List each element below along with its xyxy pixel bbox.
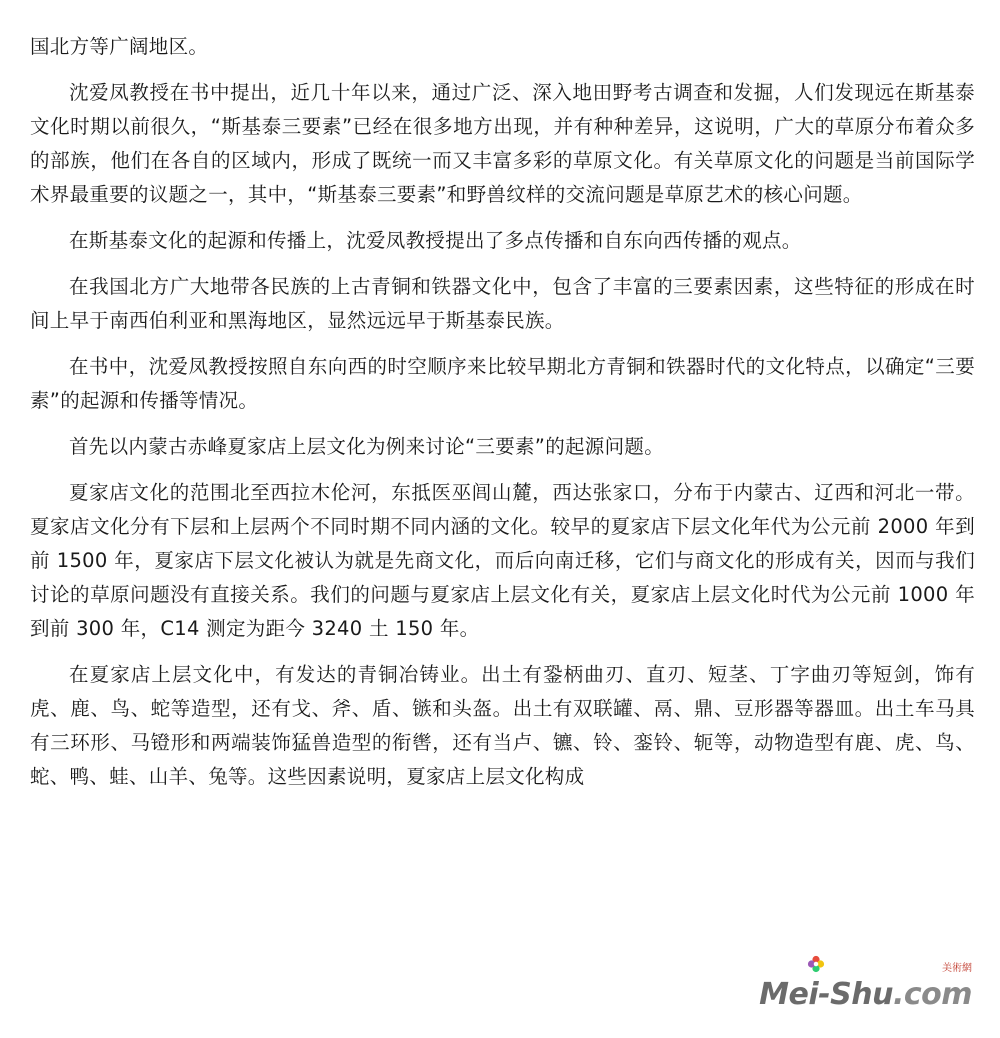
paragraph: 在夏家店上层文化中，有发达的青铜冶铸业。出土有銎柄曲刃、直刃、短茎、丁字曲刃等短剑，饰有虎、鹿、鸟、蛇等造型，还有戈、斧、盾、镞和头盔。出土有双联罐、鬲、鼎、豆形器等器皿。出土车马具有三环形、马镫形和两端装饰猛兽造型的衔辔，还有当卢、镳、铃、銮铃、轭等，动物造型有鹿、虎、鸟、蛇、鸭、蛙、山羊、兔等。这些因素说明，夏家店上层文化构成: [30, 663, 975, 788]
paragraph: 在书中，沈爱凤教授按照自东向西的时空顺序来比较早期北方青铜和铁器时代的文化特点，以确定“三要素”的起源和传播等情况。: [30, 355, 975, 412]
site-watermark: [759, 963, 972, 1012]
watermark-main-text: Mei-Shu: [759, 977, 893, 1012]
paragraph: 在我国北方广大地带各民族的上古青铜和铁器文化中，包含了丰富的三要素因素，这些特征的形成在时间上早于南西伯利亚和黑海地区，显然远远早于斯基泰民族。: [30, 275, 975, 332]
paragraph: 国北方等广阔地区。: [30, 35, 209, 58]
watermark-small-text: 美術網: [942, 963, 972, 974]
flower-logo-icon: [807, 955, 825, 973]
watermark-domain-text: .com: [892, 977, 972, 1012]
article-body: [30, 30, 975, 806]
paragraph: 夏家店文化的范围北至西拉木伦河，东抵医巫闾山麓，西达张家口，分布于内蒙古、辽西和河北一带。夏家店文化分有下层和上层两个不同时期不同内涵的文化。较早的夏家店下层文化年代为公元前 2000 年到前 1500 年，夏家店下层文化被认为就是先商文化，而后向南迁移，它们与商文化的形成有关，因而与我们讨论的草原问题没有直接关系。我们的问题与夏家店上层文化有关，夏家店上层文化时代为公元前 1000 年 到前 300 年，C14 测定为距今 3240 土 150 年。: [30, 481, 975, 640]
paragraph: 在斯基泰文化的起源和传播上，沈爱凤教授提出了多点传播和自东向西传播的观点。: [69, 229, 802, 252]
paragraph: 首先以内蒙古赤峰夏家店上层文化为例来讨论“三要素”的起源问题。: [69, 435, 665, 458]
paragraph: 沈爱凤教授在书中提出，近几十年以来，通过广泛、深入地田野考古调查和发掘，人们发现远在斯基泰文化时期以前很久，“斯基泰三要素”已经在很多地方出现，并有种种差异，这说明，广大的草原分布着众多的部族，他们在各自的区域内，形成了既统一而又丰富多彩的草原文化。有关草原文化的问题是当前国际学术界最重要的议题之一，其中，“斯基泰三要素”和野兽纹样的交流问题是草原艺术的核心问题。: [30, 81, 975, 206]
